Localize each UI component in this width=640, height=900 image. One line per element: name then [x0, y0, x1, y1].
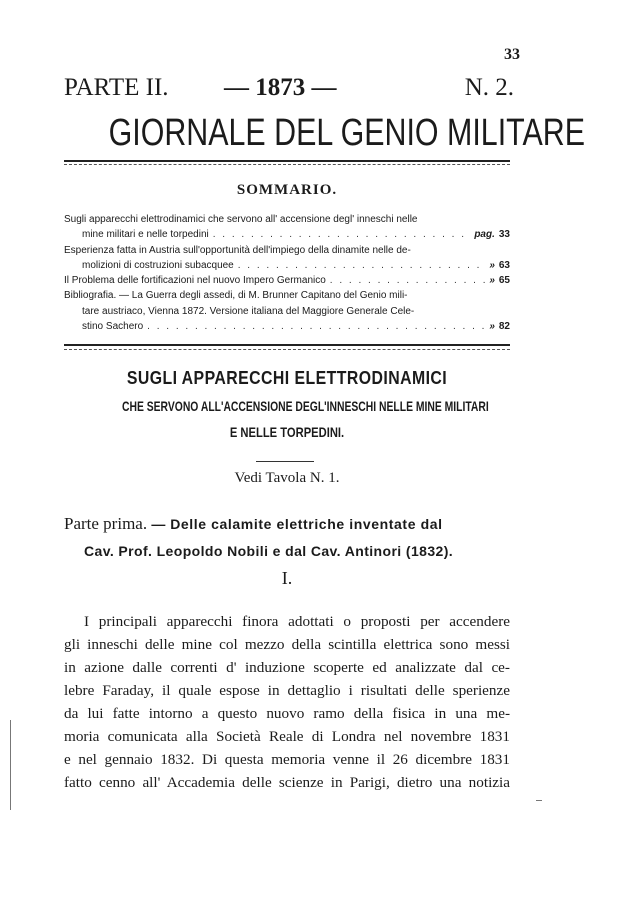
toc-line — [64, 319, 510, 334]
toc-page-prefix: » — [489, 259, 495, 271]
toc-text: Bibliografia. — La Guerra degli assedi, di M. Brunner Capitano del Genio mili- — [64, 290, 408, 302]
title-rule-top — [64, 160, 510, 162]
body-line: moria comunicata alla Società Reale di Londra nel novembre 1831 — [64, 728, 510, 745]
toc-line — [64, 273, 510, 288]
part-heading — [64, 514, 443, 534]
header-parte: PARTE II. — [64, 74, 169, 101]
article-title-line-1: SUGLI APPARECCHI ELETTRODINAMICI — [126, 368, 448, 388]
body-line: gli inneschi delle mine col mezzo della scintilla elettrica sono messi — [64, 636, 510, 653]
toc-text: tare austriaco, Vienna 1872. Versione italiana del Maggiore Generale Cele- — [82, 305, 415, 317]
body-paragraph — [64, 610, 510, 794]
plate-reference: Vedi Tavola N. 1. — [234, 470, 340, 486]
table-of-contents — [64, 212, 510, 334]
part-title-line-1: Delle calamite elettriche inventate dal — [170, 516, 443, 532]
toc-page: 33 — [498, 229, 510, 241]
sommario-heading: SOMMARIO. — [236, 182, 338, 198]
toc-page: 63 — [498, 259, 510, 271]
toc-leader — [238, 258, 486, 273]
toc-page-prefix: » — [489, 321, 495, 333]
title-rule-bottom — [64, 164, 510, 165]
sommario-rule-bottom — [64, 349, 510, 350]
header-year: — 1873 — — [224, 74, 337, 101]
toc-text: Esperienza fatta in Austria sull'opportunità dell'impiego della dinamite nelle de- — [64, 244, 411, 256]
body-line: e nel gennaio 1832. Di questa memoria venne il 26 dicembre 1831 — [64, 751, 510, 768]
article-title-line-2: CHE SERVONO ALL'ACCENSIONE DEGL'INNESCHI NELLE MINE MILITARI — [121, 398, 489, 414]
toc-page: 65 — [498, 275, 510, 287]
toc-text: mine militari e nelle torpedini — [82, 229, 209, 241]
sommario-rule-top — [64, 344, 510, 346]
journal-title: GIORNALE DEL GENIO MILITARE — [108, 112, 585, 154]
toc-line — [64, 288, 510, 303]
body-line: lebre Faraday, il quale espose in dettaglio i risultati delle sperienze — [64, 682, 510, 699]
toc-line — [64, 227, 510, 242]
part-dash: — — [151, 516, 166, 532]
part-label: Parte prima. — [64, 514, 148, 533]
toc-text: molizioni di costruzioni subacquee — [82, 259, 234, 271]
toc-line — [64, 243, 510, 258]
toc-text: Il Problema delle fortificazioni nel nuovo Impero Germanico — [64, 275, 326, 287]
title-separator — [256, 461, 314, 462]
body-line: da lui fatte intorno a questo nuovo ramo della fisica in una me- — [64, 705, 510, 722]
toc-page-prefix: pag. — [474, 229, 495, 241]
part-title-line-2: Cav. Prof. Leopoldo Nobili e dal Cav. Antinori (1832). — [84, 543, 454, 559]
body-line: I principali apparecchi finora adottati o proposti per accendere — [84, 613, 510, 630]
scan-margin-mark — [10, 720, 11, 810]
toc-leader — [147, 319, 485, 334]
body-line: in azione dalle correnti d' induzione scoperte ed analizzate dal ce- — [64, 659, 510, 676]
header-numero: N. 2. — [464, 74, 514, 101]
toc-line — [64, 304, 510, 319]
scan-speck — [536, 800, 542, 801]
toc-leader — [213, 227, 471, 242]
toc-text: Sugli apparecchi elettrodinamici che servono all' accensione degl' inneschi nelle — [64, 214, 418, 225]
toc-leader — [330, 273, 486, 288]
toc-line — [64, 212, 510, 227]
page-number: 33 — [504, 46, 520, 63]
toc-text: stino Sachero — [82, 321, 144, 333]
section-number: I. — [281, 568, 293, 588]
toc-page-prefix: » — [489, 275, 495, 287]
toc-line — [64, 258, 510, 273]
toc-page: 82 — [498, 321, 510, 333]
article-title-line-3: E NELLE TORPEDINI. — [229, 424, 345, 440]
body-line: fatto cenno all' Accademia delle scienze in Parigi, dietro una notizia — [64, 774, 510, 791]
